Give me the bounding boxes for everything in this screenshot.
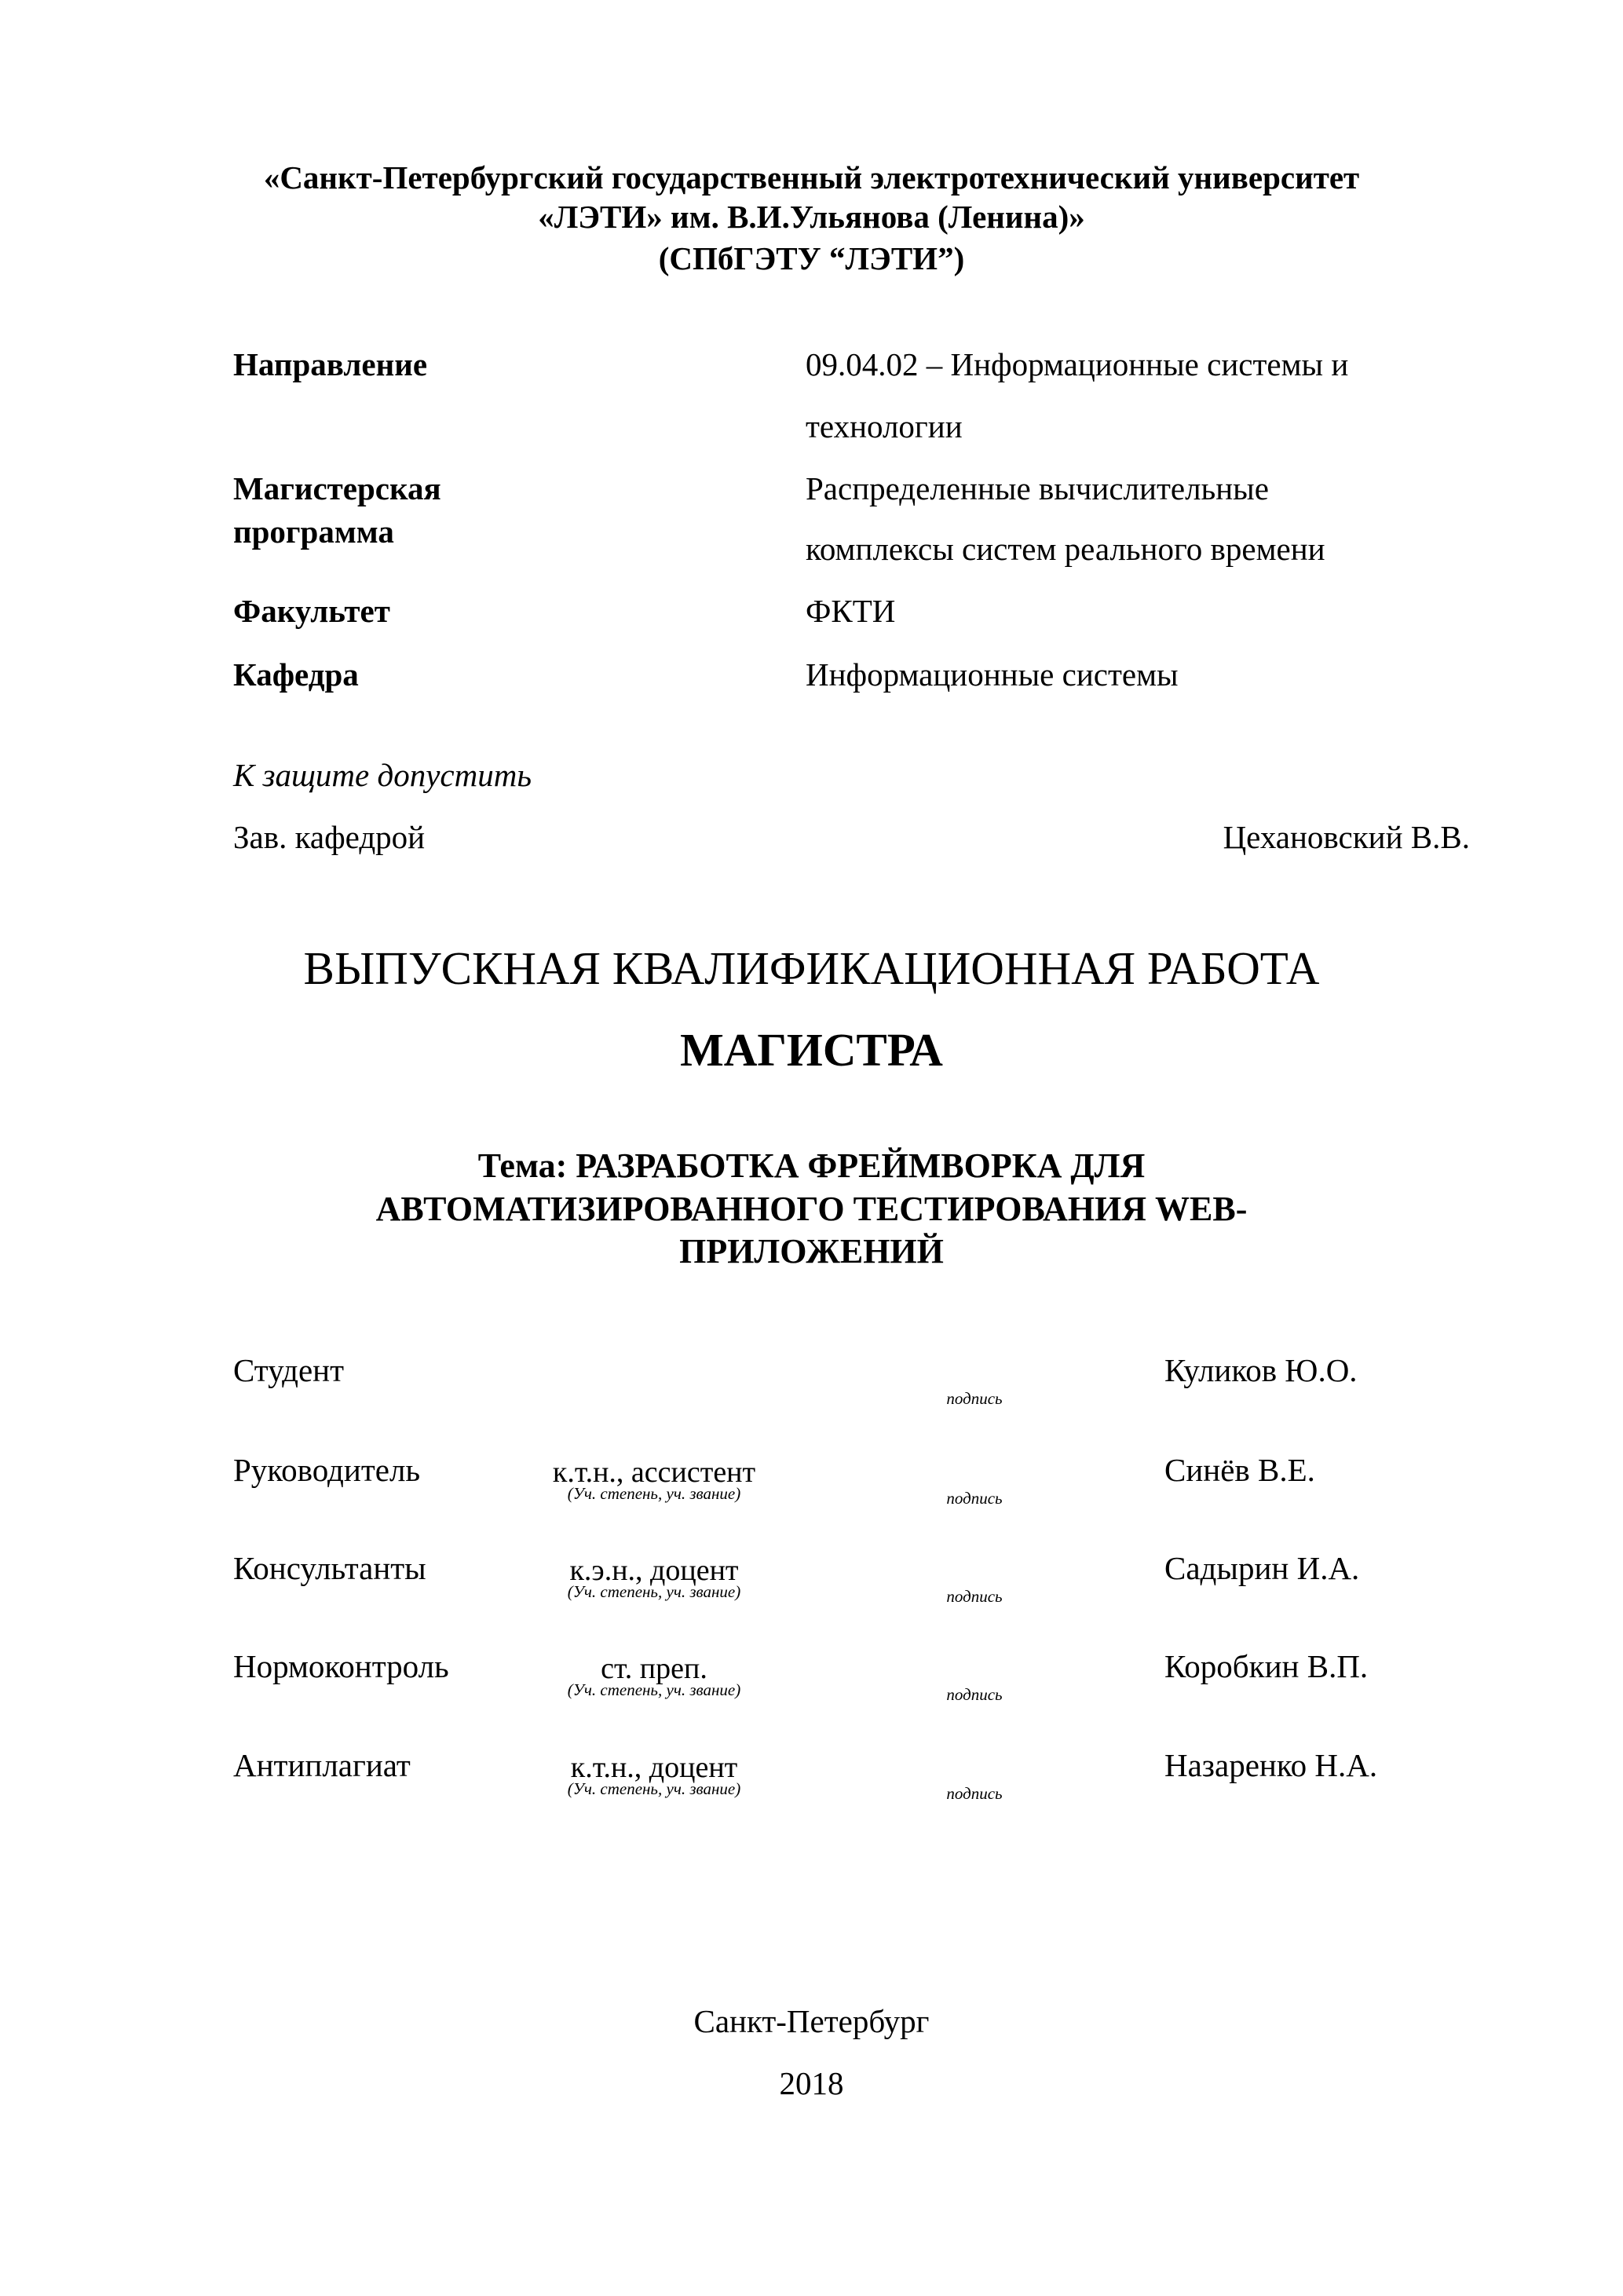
faculty-value: ФКТИ — [806, 593, 896, 629]
program-label-1: Магистерская — [233, 470, 441, 506]
faculty-label: Факультет — [233, 593, 390, 629]
degree-title: МАГИСТРА — [680, 1024, 943, 1076]
head-of-department-name: Цехановский В.В. — [1223, 819, 1470, 855]
role-label: Руководитель — [233, 1452, 421, 1488]
topic-line2: АВТОМАТИЗИРОВАННОГО ТЕСТИРОВАНИЯ WEB- — [375, 1190, 1248, 1228]
rank-hint: (Уч. степень, уч. звание) — [567, 1484, 741, 1503]
department-label: Кафедра — [233, 656, 359, 693]
rank-hint: (Уч. степень, уч. звание) — [567, 1680, 741, 1699]
person-name: Назаренко Н.А. — [1164, 1747, 1378, 1783]
signature-hint: подпись — [946, 1587, 1003, 1606]
signature-hint: подпись — [946, 1784, 1003, 1803]
academic-rank: ст. преп. — [601, 1652, 707, 1685]
signature-hint: подпись — [946, 1489, 1003, 1508]
university-name-line2: «ЛЭТИ» им. В.И.Ульянова (Ленина)» — [538, 199, 1085, 235]
direction-label: Направление — [233, 346, 428, 382]
program-label-2: программа — [233, 514, 394, 550]
program-value-1: Распределенные вычислительные — [806, 470, 1269, 506]
person-name: Куликов Ю.О. — [1164, 1352, 1358, 1388]
program-value-2: комплексы систем реального времени — [806, 531, 1325, 567]
topic-line1: Тема: РАЗРАБОТКА ФРЕЙМВОРКА ДЛЯ — [477, 1146, 1146, 1185]
head-of-department-label: Зав. кафедрой — [233, 819, 426, 855]
academic-rank: к.т.н., доцент — [570, 1751, 738, 1784]
university-abbreviation: (СПбГЭТУ “ЛЭТИ”) — [658, 240, 965, 276]
person-name: Синёв В.Е. — [1164, 1452, 1315, 1488]
year: 2018 — [779, 2065, 844, 2101]
role-label: Студент — [233, 1352, 345, 1388]
department-value: Информационные системы — [806, 656, 1179, 693]
rank-hint: (Уч. степень, уч. звание) — [567, 1779, 741, 1798]
city: Санкт-Петербург — [693, 2003, 930, 2039]
person-name: Коробкин В.П. — [1164, 1648, 1369, 1684]
admit-to-defense: К защите допустить — [233, 757, 532, 793]
rank-hint: (Уч. степень, уч. звание) — [567, 1582, 741, 1601]
work-title: ВЫПУСКНАЯ КВАЛИФИКАЦИОННАЯ РАБОТА — [303, 942, 1320, 994]
direction-value-1: 09.04.02 – Информационные системы и — [806, 346, 1349, 382]
role-label: Консультанты — [233, 1550, 426, 1586]
direction-value-2: технологии — [806, 408, 963, 444]
topic-line3: ПРИЛОЖЕНИЙ — [679, 1232, 944, 1270]
signature-hint: подпись — [946, 1685, 1003, 1704]
role-label: Антиплагиат — [233, 1747, 411, 1783]
person-name: Садырин И.А. — [1164, 1550, 1360, 1586]
academic-rank: к.т.н., ассистент — [552, 1456, 756, 1489]
role-label: Нормоконтроль — [233, 1648, 449, 1684]
academic-rank: к.э.н., доцент — [569, 1554, 739, 1587]
university-name-line1: «Санкт-Петербургский государственный электротехнический университет — [263, 159, 1360, 196]
signature-hint: подпись — [946, 1389, 1003, 1408]
